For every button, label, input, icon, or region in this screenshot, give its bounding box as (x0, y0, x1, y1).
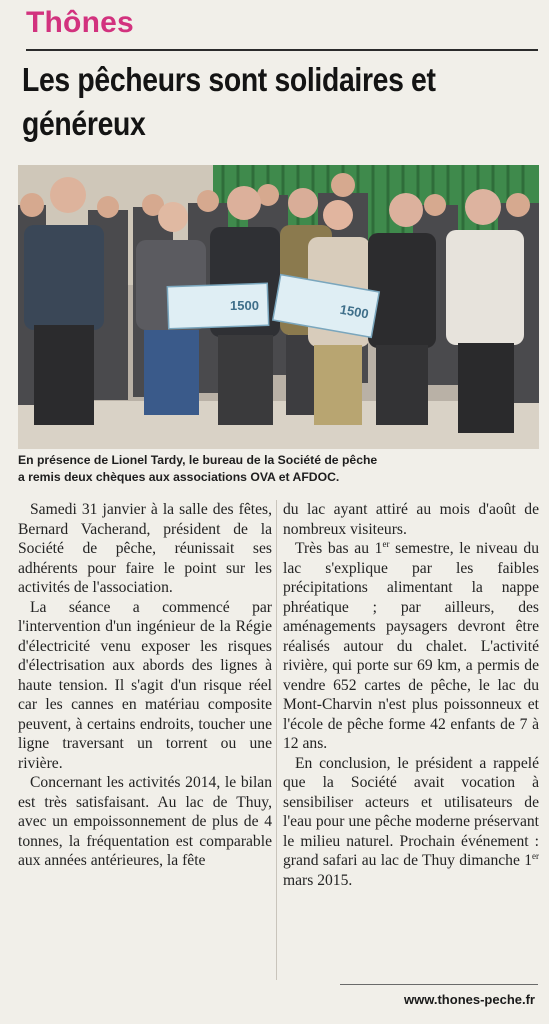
article-headline: Les pêcheurs sont solidaires et généreux (22, 61, 436, 142)
column-divider (276, 500, 277, 980)
group-photo-illustration (18, 165, 539, 449)
photo-caption (18, 452, 539, 486)
article-column-right (283, 500, 539, 890)
caption-line: a remis deux chèques aux associations OVA et AFDOC. (18, 470, 340, 484)
section-rule (26, 49, 538, 51)
paragraph: Concernant les activités 2014, le bilan est très satisfaisant. Au lac de Thuy, avec un empoissonnement de plus de 4 tonnes, la fréquentation est comparable aux années antérieures, la fête (18, 774, 272, 869)
paragraph: du lac ayant attiré au mois d'août de nombreux visiteurs. (283, 501, 539, 538)
svg-text:1500: 1500 (338, 301, 370, 322)
footer-rule (340, 984, 538, 985)
article-column-left (18, 500, 272, 871)
paragraph: Très bas au 1er semestre, le niveau du lac s'explique par les faibles précipitations alimentant la nappe phréatique ; par ailleurs, des aménagements paysagers devront être réalisés autour du chalet. L'activité rivière, qui porte sur 69 km, a permis de vendre 652 cartes de pêche, le lac du Mont-Charvin n'est plus poissonneux et l'école de pêche forme 42 enfants de 7 à 12 ans. (283, 538, 539, 752)
article-photo (18, 165, 539, 449)
paragraph: La séance a commencé par l'intervention d'un ingénieur de la Régie d'électricité venu exposer les risques d'électrisation aux abords des lignes à haute tension. Il s'agit d'un risque réel car les cannes en matériau composite peuvent, à certains endroits, toucher une ligne traversant un torrent ou une rivière. (18, 598, 272, 772)
cheque-left (167, 283, 268, 328)
caption-line: En présence de Lionel Tardy, le bureau de la Société de pêche (18, 453, 378, 467)
section-tag: Thônes (26, 6, 134, 39)
svg-text:1500: 1500 (230, 298, 259, 313)
website-url[interactable]: www.thones-peche.fr (404, 992, 535, 1007)
paragraph: En conclusion, le président a rappelé que la Société avait vocation à sensibiliser acteurs et utilisateurs de l'eau pour une pêche moderne préservant le milieu naturel. Prochain événement : grand safari au lac de Thuy dimanche 1er mars 2015. (283, 754, 539, 889)
paragraph: Samedi 31 janvier à la salle des fêtes, Bernard Vacherand, président de la Société de pêche, réunissait ses adhérents pour faire le point sur les activités de l'association. (18, 501, 272, 596)
